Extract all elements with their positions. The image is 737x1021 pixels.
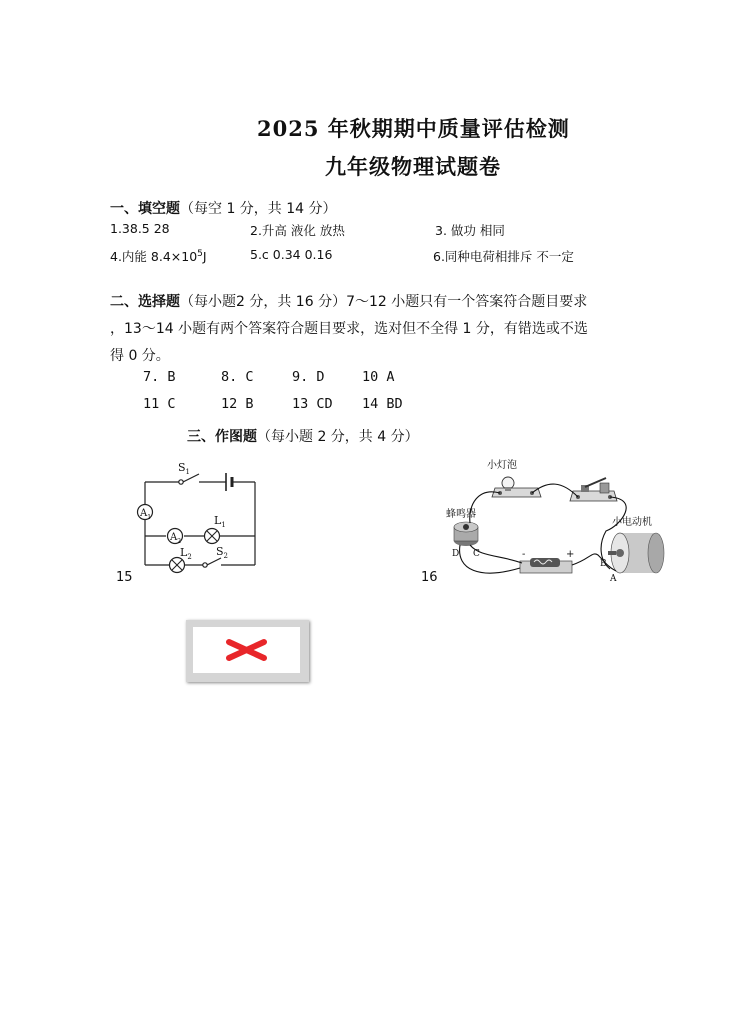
section3-note: （每小题 2 分，共 4 分） <box>257 429 419 445</box>
section3-heading-line <box>187 426 419 446</box>
svg-text:L2: $L_2$ <box>180 546 192 561</box>
svg-text:A1: $A_1$ <box>140 508 152 521</box>
terminal-b-label: B <box>600 559 607 569</box>
choice-answer-7: 7. B <box>143 369 176 385</box>
choice-answer-9: 9. D <box>292 369 325 385</box>
section2-line-2: ，13～14 小题有两个答案符合题目要求，选对但不全得 1 分，有错选或不选 <box>110 321 588 337</box>
bulb-label: 小灯泡 <box>487 460 517 471</box>
section2-note: （每小题2 分，共 16 分）7～12 小题只有一个答案符合题目要求 <box>180 294 588 310</box>
svg-text:L1: $L_1$ <box>214 514 226 529</box>
motor-label: 小电动机 <box>612 517 652 528</box>
answer-4-value: 4.内能 8.4×10 <box>110 249 198 264</box>
answer-2: 2.升高 液化 放热 <box>250 223 345 238</box>
answer-5: 5.c 0.34 0.16 <box>250 247 333 262</box>
broken-image-x-icon <box>193 627 300 673</box>
answer-4-unit: J <box>202 249 207 264</box>
section1-note: （每空 1 分，共 14 分） <box>180 201 337 217</box>
figure-16-number: 16 <box>421 570 438 585</box>
section3-heading: 三、作图题 <box>187 429 257 445</box>
section2-line-1 <box>110 291 587 311</box>
answer-6: 6.同种电荷相排斥 不一定 <box>433 249 574 264</box>
choice-answer-14: 14 BD <box>362 396 403 412</box>
terminal-d-label: D <box>452 549 460 559</box>
svg-text:S2: $S_2$ <box>216 545 229 560</box>
choice-answer-12: 12 B <box>221 396 254 412</box>
knife-switch-icon <box>570 478 617 501</box>
small-bulb-icon <box>492 477 541 497</box>
choice-answer-13: 13 CD <box>292 396 333 412</box>
figure-15-number: 15 <box>116 570 133 585</box>
broken-image-frame <box>186 620 309 682</box>
terminal-c-label: C <box>473 549 480 559</box>
motor-icon <box>608 533 664 573</box>
answer-1: 1.38.5 28 <box>110 221 170 236</box>
page-subtitle: 九年级物理试题卷 <box>325 154 501 179</box>
section1-heading: 一、填空题 <box>110 201 180 217</box>
section1-heading-line <box>110 198 337 218</box>
answer-3: 3. 做功 相同 <box>435 223 505 238</box>
battery-minus-label: - <box>522 549 526 560</box>
section2-heading: 二、选择题 <box>110 294 180 310</box>
choice-answer-11: 11 C <box>143 396 176 412</box>
buzzer-icon <box>454 522 478 546</box>
figure-15-circuit-diagram <box>110 455 270 590</box>
choice-answer-8: 8. C <box>221 369 254 385</box>
svg-text:S1: $S_1$ <box>178 461 191 476</box>
broken-image-inner <box>193 627 300 673</box>
battery-icon <box>520 558 572 573</box>
section2-line-3: 得 0 分。 <box>110 348 170 364</box>
page-title: 2025 年秋期期中质量评估检测 <box>257 116 570 141</box>
terminal-a-label: A <box>610 574 617 584</box>
switch-s2-pivot <box>203 563 207 567</box>
answer-4 <box>110 247 207 265</box>
answer-4-exponent: 5 <box>197 248 203 259</box>
svg-text:A2: $A_2$ <box>170 532 182 545</box>
figure-16-circuit-illustration <box>440 455 670 590</box>
buzzer-label: 蜂鸣器 <box>446 509 476 520</box>
battery-plus-label: + <box>566 549 575 560</box>
choice-answer-10: 10 A <box>362 369 395 385</box>
switch-s1-pivot <box>179 480 183 484</box>
